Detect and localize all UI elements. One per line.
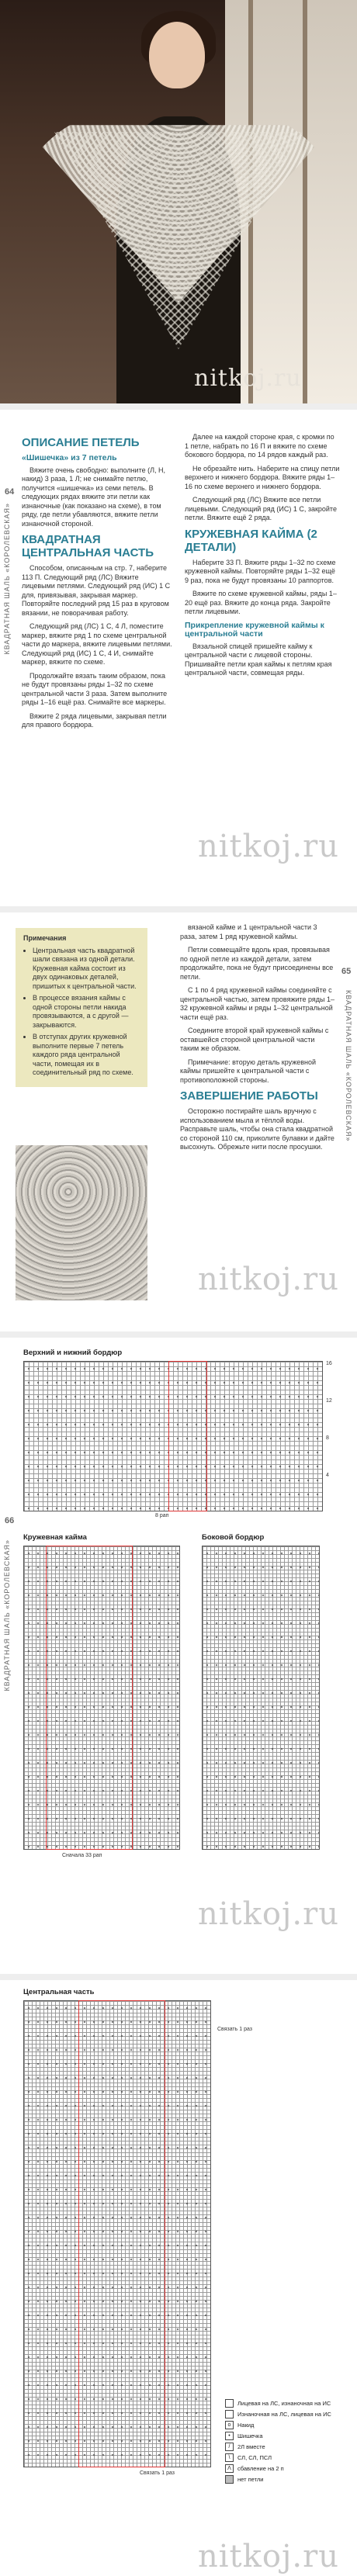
legend-item xyxy=(225,2410,349,2418)
window-frame xyxy=(303,0,307,403)
row-label: 16 xyxy=(326,1361,332,1366)
side-border-chart xyxy=(202,1546,320,1850)
text-column-left xyxy=(22,433,173,735)
legend-item xyxy=(225,2443,349,2451)
legend-item xyxy=(225,2399,349,2408)
paragraph: Осторожно постирайте шаль вручную с использованием мыла и тёплой воды. Расправьте шаль, чтобы она стала квадратной со стороной 110 см, приколите булавки и дайте высохнуть. Обрежьте нити после просушки. xyxy=(180,1107,334,1151)
text-column-right xyxy=(185,433,340,683)
page-number: 64 xyxy=(5,487,15,497)
legend-text: Шишечка xyxy=(237,2432,263,2439)
instructions-page-65 xyxy=(0,912,357,1331)
row-label: 12 xyxy=(326,1398,332,1404)
watermark: nitkoj.ru xyxy=(198,2539,339,2574)
paragraph: Далее на каждой стороне края, с кромки по 1 петле, набрать по 16 П и вяжите по схеме бокового бордюра, по 14 рядов каждый раз. xyxy=(185,433,334,459)
side-title: КВАДРАТНАЯ ШАЛЬ «КОРОЛЕВСКАЯ» xyxy=(345,990,352,1142)
side-title: КВАДРАТНАЯ ШАЛЬ «КОРОЛЕВСКАЯ» xyxy=(3,503,11,655)
lace-edging-chart xyxy=(23,1546,180,1850)
legend-text: 2Л вместе xyxy=(237,2443,265,2450)
legend-symbol xyxy=(225,2475,234,2484)
repeat-box xyxy=(78,2000,165,2467)
legend-text: сбавление на 2 п xyxy=(237,2465,284,2472)
charts-page-66 xyxy=(0,1338,357,1974)
section-title: ОПИСАНИЕ ПЕТЕЛЬ xyxy=(22,436,140,449)
legend-symbol xyxy=(225,2410,234,2418)
model-face xyxy=(149,22,205,88)
section-subtitle: «Шишечка» из 7 петель xyxy=(22,453,117,462)
legend-item xyxy=(225,2475,349,2484)
legend-text: Изнаночная на ЛС, лицевая на ИС xyxy=(237,2411,331,2418)
lace-detail-photo xyxy=(16,1145,147,1300)
legend-item xyxy=(225,2421,349,2429)
legend-symbol: Λ xyxy=(225,2464,234,2473)
paragraph: Наберите 33 П. Вяжите ряды 1–32 по схеме кружевной каймы. Повторяйте ряды 1–32 ещё 9 раз, пока не будут провязаны 10 раппортов. xyxy=(185,558,336,584)
watermark: nitkoj.ru xyxy=(198,1262,339,1297)
legend-symbol: / xyxy=(225,2443,234,2451)
legend-text: Лицевая на ЛС, изнаночная на ИС xyxy=(237,2400,331,2407)
paragraph: Примечание: вторую деталь кружевной каймы пришейте к центральной части с противоположной стороны. xyxy=(180,1058,317,1084)
legend-item xyxy=(225,2464,349,2473)
page-number: 65 xyxy=(341,967,352,976)
paragraph: Не обрезайте нить. Наберите на спицу петли верхнего и нижнего бордюра. Вяжите ряды 1–16 по схеме верхнего и нижнего бордюра. xyxy=(185,464,340,490)
paragraph: вязаной кайме и 1 центральной части 3 раза, затем 1 ряд кружевной каймы. xyxy=(180,923,317,940)
legend-symbol: \ xyxy=(225,2453,234,2462)
page-divider xyxy=(0,1974,357,1980)
notes-box xyxy=(16,928,147,1087)
repeat-box xyxy=(46,1546,133,1850)
legend-text: нет петли xyxy=(237,2476,264,2483)
cover-photo-page xyxy=(0,0,357,403)
watermark: nitkoj.ru xyxy=(198,1896,339,1932)
note-item: • Центральная часть квадратной шали связана из одной детали. Кружевная кайма состоит из двух одинаковых деталей, пришитых к центральной части. xyxy=(33,947,140,992)
page-divider xyxy=(0,906,357,912)
paragraph: Продолжайте вязать таким образом, пока не будут провязаны ряды 1–32 по схеме центральной части 3 раза. Затем выполните ряды 1–16 ещё раз. Снимайте все маркеры. xyxy=(22,671,168,706)
watermark: nitkoj.ru xyxy=(198,829,339,864)
central-part-chart xyxy=(23,2000,211,2467)
section-title: ЗАВЕРШЕНИЕ РАБОТЫ xyxy=(180,1089,318,1103)
side-title: КВАДРАТНАЯ ШАЛЬ «КОРОЛЕВСКАЯ» xyxy=(3,1539,11,1691)
repeat-label: 8 рап xyxy=(155,1513,169,1518)
chart-title: Верхний и нижний бордюр xyxy=(23,1349,123,1357)
paragraph: Вяжите 2 ряда лицевыми, закрывая петли для правого бордюра. xyxy=(22,712,167,729)
section-title: КРУЖЕВНАЯ КАЙМА (2 ДЕТАЛИ) xyxy=(185,527,317,554)
page-number: 66 xyxy=(5,1516,15,1525)
page-divider xyxy=(0,1331,357,1338)
top-bottom-border-chart xyxy=(23,1361,323,1511)
legend-item xyxy=(225,2453,349,2462)
paragraph: С 1 по 4 ряд кружевной каймы соединяйте с центральной частью, затем провяжите ряды 1–32 кружевной каймы и ряды 1–32 центральной части ещё раз. xyxy=(180,986,335,1021)
repeat-label: Связать 1 раз xyxy=(217,2027,252,2032)
repeat-box xyxy=(168,1361,207,1511)
watermark: nitkoj.ru xyxy=(194,365,302,392)
paragraph: Следующий ряд (ЛС) 1 С, 4 Л, поместите маркер, вяжите ряд 1 по схеме центральной части до маркера, вяжите лицевыми петлями. Следующий ряд (ИС) 1 С, 4 И, снимайте маркер, вяжите по схеме. xyxy=(22,622,172,666)
central-chart-page xyxy=(0,1980,357,2576)
legend-text: Накид xyxy=(237,2422,255,2429)
section-title: КВАДРАТНАЯ ЦЕНТРАЛЬНАЯ ЧАСТЬ xyxy=(22,533,154,559)
stitch-symbols xyxy=(203,1546,319,1849)
chart-legend xyxy=(225,2399,349,2486)
note-item: • В процессе вязания каймы с одной стороны петли накида провязываются, а с другой — закрываются. xyxy=(33,994,140,1030)
paragraph: Следующий ряд (ЛС) Вяжите все петли лицевыми. Следующий ряд (ИС) 1 С, закройте петли. Вяжите ещё 2 ряда. xyxy=(185,496,337,521)
text-column-right xyxy=(180,923,335,1157)
paragraph: Вяжите по схеме кружевной каймы, ряды 1–20 ещё раз. Вяжите до конца ряда. Закройте петли лицевыми. xyxy=(185,590,337,615)
row-label: 8 xyxy=(326,1435,329,1441)
instructions-page-64 xyxy=(0,410,357,906)
paragraph: Вязальной спицей пришейте кайму к центральной части с лицевой стороны. Пришивайте петли края каймы к петлям края центральной части, совмещая ряды. xyxy=(185,642,332,677)
chart-title: Центральная часть xyxy=(23,1988,95,1996)
paragraph: Петли совмещайте вдоль края, провязывая по одной петле из каждой детали, затем продолжайте, пока не будут присоединены все петли. xyxy=(180,946,334,981)
legend-symbol: • xyxy=(225,2432,234,2440)
legend-item xyxy=(225,2432,349,2440)
legend-text: СЛ, СЛ, ПСЛ xyxy=(237,2454,272,2461)
paragraph: Способом, описанным на стр. 7, наберите 113 П. Следующий ряд (ЛС) Вяжите лицевыми петлями. Следующий ряд (ИС) 1 С для, привязывая, закрывая маркер. Повторяйте последний ряд 15 раз в круговом вязании, не поворачивая работу. xyxy=(22,564,171,617)
paragraph: Соедините второй край кружевной каймы с оставшейся стороной центральной части таким же образом. xyxy=(180,1027,329,1052)
note-item: • В отступах других кружевной выполните первые 7 петель каждого ряда центральной части, помещая их в соединительный ряд по схеме. xyxy=(33,1033,140,1078)
chart-title: Кружевная кайма xyxy=(23,1533,87,1542)
page-divider xyxy=(0,403,357,410)
repeat-label: Связать 1 раз xyxy=(140,2470,175,2476)
legend-symbol: o xyxy=(225,2421,234,2429)
notes-title: Примечания xyxy=(23,934,67,942)
row-label: 4 xyxy=(326,1473,329,1478)
chart-title: Боковой бордюр xyxy=(202,1533,265,1542)
repeat-label: Сначала 33 рап xyxy=(62,1853,102,1858)
section-subtitle: Прикрепление кружевной каймы к центральной части xyxy=(185,620,324,639)
legend-symbol xyxy=(225,2399,234,2408)
paragraph: Вяжите очень свободно: выполните (Л, Н, накид) 3 раза, 1 Л; не снимайте петлю, получится «шишечка» из семи петель. В следующих рядах вяжите эти петли как изнаночные (как показано на схеме), в том ряду, где петли убавляются, вяжите петли изнаночной стороной. xyxy=(22,466,165,528)
